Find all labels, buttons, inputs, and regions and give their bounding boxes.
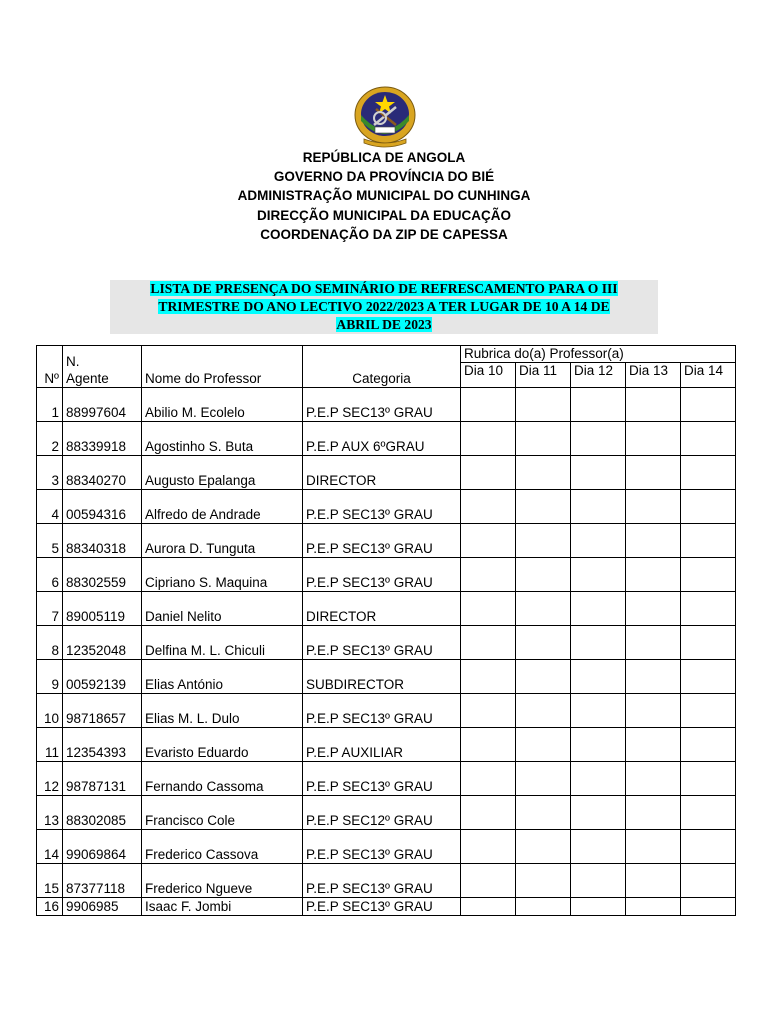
table-row [37,830,736,864]
row-category: P.E.P SEC13º GRAU [303,524,461,558]
signature-cell[interactable] [461,728,516,762]
row-category: P.E.P SEC13º GRAU [303,558,461,592]
signature-cell[interactable] [516,660,571,694]
row-number: 12 [37,762,63,796]
institution-header [0,148,768,244]
signature-cell[interactable] [681,558,736,592]
row-category: P.E.P SEC13º GRAU [303,626,461,660]
row-agent-number: 88340270 [63,456,142,490]
signature-cell[interactable] [461,490,516,524]
row-teacher-name: Fernando Cassoma [142,762,303,796]
row-agent-number: 00594316 [63,490,142,524]
header-day-13: Dia 13 [626,363,681,388]
signature-cell[interactable] [516,592,571,626]
row-number: 10 [37,694,63,728]
signature-cell[interactable] [626,796,681,830]
row-agent-number: 9906985 [63,898,142,916]
signature-cell[interactable] [571,388,626,422]
row-teacher-name: Elias António [142,660,303,694]
table-row [37,864,736,898]
signature-cell[interactable] [571,898,626,916]
angola-coat-of-arms-icon [350,85,420,151]
row-agent-number: 12352048 [63,626,142,660]
header-rubrica: Rubrica do(a) Professor(a) [461,346,736,363]
table-row [37,694,736,728]
signature-cell[interactable] [681,728,736,762]
row-teacher-name: Isaac F. Jombi [142,898,303,916]
signature-cell[interactable] [626,728,681,762]
header-day-11: Dia 11 [516,363,571,388]
header-agent-top: N. [66,354,80,369]
row-category: P.E.P SEC13º GRAU [303,864,461,898]
signature-cell[interactable] [571,660,626,694]
signature-cell[interactable] [626,660,681,694]
row-agent-number: 99069864 [63,830,142,864]
row-teacher-name: Aurora D. Tunguta [142,524,303,558]
signature-cell[interactable] [681,490,736,524]
signature-cell[interactable] [626,456,681,490]
title-line-2: TRIMESTRE DO ANO LECTIVO 2022/2023 A TER LUGAR DE 10 A 14 DE [158,299,610,314]
signature-cell[interactable] [681,796,736,830]
signature-cell[interactable] [516,898,571,916]
signature-cell[interactable] [461,898,516,916]
signature-cell[interactable] [571,728,626,762]
signature-cell[interactable] [461,864,516,898]
header-name: Nome do Professor [142,346,303,388]
signature-cell[interactable] [516,728,571,762]
signature-cell[interactable] [571,558,626,592]
table-row [37,660,736,694]
signature-cell[interactable] [626,422,681,456]
title-line-3: ABRIL DE 2023 [336,317,432,332]
signature-cell[interactable] [571,490,626,524]
header-agent [63,346,142,388]
signature-cell[interactable] [461,388,516,422]
header-line-republic: REPÚBLICA DE ANGOLA [302,150,466,165]
signature-cell[interactable] [681,660,736,694]
signature-cell[interactable] [516,558,571,592]
row-agent-number: 88339918 [63,422,142,456]
signature-cell[interactable] [461,626,516,660]
signature-cell[interactable] [516,796,571,830]
row-teacher-name: Francisco Cole [142,796,303,830]
signature-cell[interactable] [571,592,626,626]
row-teacher-name: Daniel Nelito [142,592,303,626]
table-row [37,796,736,830]
table-row [37,626,736,660]
header-line-government: GOVERNO DA PROVÍNCIA DO BIÉ [273,169,495,185]
row-category: P.E.P SEC13º GRAU [303,694,461,728]
row-number: 7 [37,592,63,626]
row-agent-number: 98718657 [63,694,142,728]
signature-cell[interactable] [681,898,736,916]
signature-cell[interactable] [571,694,626,728]
row-category: P.E.P SEC13º GRAU [303,388,461,422]
signature-cell[interactable] [626,558,681,592]
row-category: P.E.P AUXILIAR [303,728,461,762]
signature-cell[interactable] [626,762,681,796]
header-day-10: Dia 10 [461,363,516,388]
header-day-12: Dia 12 [571,363,626,388]
attendance-table [36,345,736,916]
signature-cell[interactable] [681,830,736,864]
table-row [37,898,736,916]
signature-cell[interactable] [626,864,681,898]
signature-cell[interactable] [626,592,681,626]
signature-cell[interactable] [681,864,736,898]
row-category: SUBDIRECTOR [303,660,461,694]
row-category: P.E.P SEC13º GRAU [303,490,461,524]
signature-cell[interactable] [461,456,516,490]
row-agent-number: 00592139 [63,660,142,694]
signature-cell[interactable] [461,796,516,830]
signature-cell[interactable] [681,626,736,660]
row-agent-number: 98787131 [63,762,142,796]
signature-cell[interactable] [681,592,736,626]
signature-cell[interactable] [571,422,626,456]
signature-cell[interactable] [626,626,681,660]
row-agent-number: 88302085 [63,796,142,830]
signature-cell[interactable] [461,660,516,694]
signature-cell[interactable] [626,694,681,728]
row-category: P.E.P SEC13º GRAU [303,762,461,796]
header-line-direction: DIRECÇÃO MUNICIPAL DA EDUCAÇÃO [256,207,511,223]
signature-cell[interactable] [681,388,736,422]
row-number: 3 [37,456,63,490]
table-row [37,422,736,456]
signature-cell[interactable] [516,524,571,558]
row-number: 4 [37,490,63,524]
signature-cell[interactable] [626,524,681,558]
signature-cell[interactable] [461,422,516,456]
signature-cell[interactable] [516,830,571,864]
signature-cell[interactable] [461,558,516,592]
title-line-1: LISTA DE PRESENÇA DO SEMINÁRIO DE REFRESCAMENTO PARA O III [150,281,618,296]
row-number: 9 [37,660,63,694]
row-teacher-name: Abilio M. Ecolelo [142,388,303,422]
row-teacher-name: Frederico Ngueve [142,864,303,898]
signature-cell[interactable] [461,762,516,796]
table-row [37,558,736,592]
signature-cell[interactable] [571,796,626,830]
row-teacher-name: Augusto Epalanga [142,456,303,490]
signature-cell[interactable] [516,388,571,422]
signature-cell[interactable] [461,592,516,626]
signature-cell[interactable] [681,694,736,728]
signature-cell[interactable] [681,422,736,456]
signature-cell[interactable] [571,524,626,558]
header-line-administration: ADMINISTRAÇÃO MUNICIPAL DO CUNHINGA [237,188,531,204]
signature-cell[interactable] [461,694,516,728]
header-agent-bottom: Agente [66,371,109,386]
row-number: 2 [37,422,63,456]
row-category: DIRECTOR [303,456,461,490]
table-row [37,388,736,422]
signature-cell[interactable] [571,830,626,864]
row-category: P.E.P SEC13º GRAU [303,898,461,916]
signature-cell[interactable] [516,864,571,898]
signature-cell[interactable] [516,490,571,524]
signature-cell[interactable] [626,830,681,864]
signature-cell[interactable] [516,456,571,490]
row-agent-number: 89005119 [63,592,142,626]
row-teacher-name: Delfina M. L. Chiculi [142,626,303,660]
signature-cell[interactable] [461,830,516,864]
signature-cell[interactable] [626,898,681,916]
row-teacher-name: Agostinho S. Buta [142,422,303,456]
row-number: 16 [37,898,63,916]
row-teacher-name: Alfredo de Andrade [142,490,303,524]
row-number: 1 [37,388,63,422]
row-number: 14 [37,830,63,864]
table-row [37,524,736,558]
signature-cell[interactable] [516,694,571,728]
row-category: DIRECTOR [303,592,461,626]
row-teacher-name: Evaristo Eduardo [142,728,303,762]
row-agent-number: 88302559 [63,558,142,592]
signature-cell[interactable] [571,456,626,490]
row-teacher-name: Frederico Cassova [142,830,303,864]
header-day-14: Dia 14 [681,363,736,388]
signature-cell[interactable] [571,762,626,796]
signature-cell[interactable] [626,388,681,422]
document-title [110,280,658,334]
row-category: P.E.P SEC13º GRAU [303,830,461,864]
header-category: Categoria [303,346,461,388]
table-row [37,762,736,796]
header-row-top [37,346,736,363]
row-category: P.E.P AUX 6ºGRAU [303,422,461,456]
row-number: 11 [37,728,63,762]
signature-cell[interactable] [571,864,626,898]
row-number: 15 [37,864,63,898]
signature-cell[interactable] [516,762,571,796]
signature-cell[interactable] [516,626,571,660]
signature-cell[interactable] [681,762,736,796]
signature-cell[interactable] [461,524,516,558]
table-row [37,456,736,490]
signature-cell[interactable] [681,456,736,490]
table-row [37,592,736,626]
row-number: 5 [37,524,63,558]
row-agent-number: 88340318 [63,524,142,558]
signature-cell[interactable] [626,490,681,524]
row-teacher-name: Cipriano S. Maquina [142,558,303,592]
table-row [37,728,736,762]
table-row [37,490,736,524]
row-number: 6 [37,558,63,592]
signature-cell[interactable] [571,626,626,660]
header-number: Nº [37,346,63,388]
signature-cell[interactable] [516,422,571,456]
row-teacher-name: Elias M. L. Dulo [142,694,303,728]
header-line-coordination: COORDENAÇÃO DA ZIP DE CAPESSA [260,226,508,242]
row-agent-number: 88997604 [63,388,142,422]
row-number: 8 [37,626,63,660]
row-number: 13 [37,796,63,830]
row-agent-number: 12354393 [63,728,142,762]
row-category: P.E.P SEC12º GRAU [303,796,461,830]
signature-cell[interactable] [681,524,736,558]
row-agent-number: 87377118 [63,864,142,898]
